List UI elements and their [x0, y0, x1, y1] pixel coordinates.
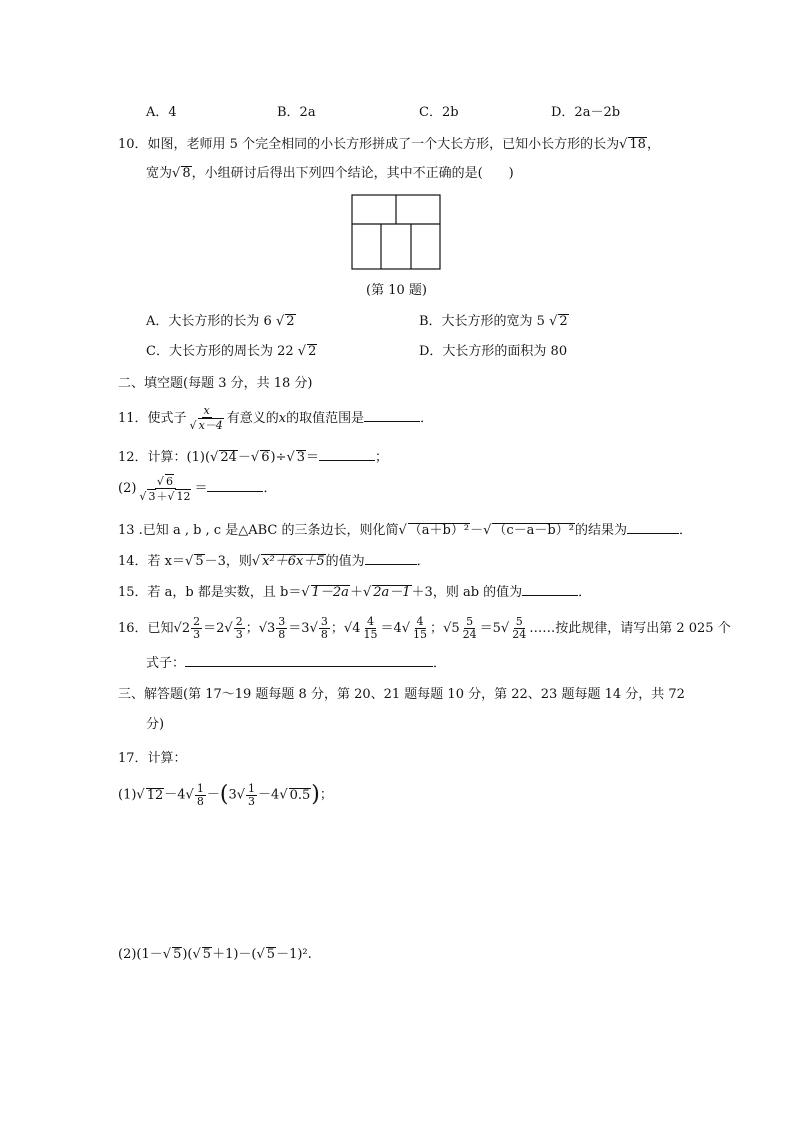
q17-part2: (2)(1－√ 5)(√ 5＋1)－(√ 5－1)². — [118, 947, 312, 962]
q11-fraction: $\frac{x}{√ x-4}$ — [189, 404, 223, 432]
q9-option-c: C．2b — [419, 105, 459, 120]
q10-number: 10． — [118, 137, 148, 152]
q13-answer-blank[interactable] — [627, 521, 679, 534]
q10-comma: ， — [646, 137, 660, 152]
q10-option-a: A．大长方形的长为 6 √ 2 — [146, 314, 295, 329]
q17-part1: (1)√ 12－4√ $\frac{1}{8}$ －(3√ $\frac{1}{3}$ －4√ 0.5)； — [118, 781, 333, 808]
q10-option-b: B．大长方形的宽为 5 √ 2 — [419, 314, 568, 329]
q12-answer-blank-2[interactable] — [207, 479, 263, 492]
q12-part2: (2) $\frac{√ 6}{√ 3+√ 12}$ ＝ ． — [118, 475, 277, 503]
q9-option-b: B．2a — [277, 105, 316, 120]
q10-option-d: D．大长方形的面积为 80 — [419, 344, 568, 359]
q16-line1: 16．已知√2 $\frac{2}{3}$ ＝2√ $\frac{2}{3}$ ；√3 $\frac{3}{8}$ ＝3√ $\frac{3}{8}$ ；√4 $\frac{4}{15}$ ＝4√ $\frac{4}{15}$ ；√5 $\frac{5}{24}$ ＝5√ $\frac{5}{24}$ ……按此规律，请写出第 2 025 个 — [118, 615, 731, 641]
q9-option-d: D．2a－2b — [551, 105, 621, 120]
q16-answer-blank[interactable] — [185, 654, 433, 667]
q16-line2: 式子： ． — [146, 656, 447, 671]
q10-text-2a: 宽为 — [146, 166, 173, 181]
q15: 15．若 a，b 都是实数，且 b＝√ 1－2a＋√ 2a－1＋3，则 ab 的值为 ． — [118, 585, 592, 600]
q10-option-c: C．大长方形的周长为 22 √ 2 — [146, 344, 317, 359]
q10-line1 — [118, 136, 660, 154]
section-3-heading-cont: 分) — [146, 717, 165, 732]
q10-radical-length: √ 18 — [619, 137, 646, 152]
q11: 11．使式子 $\frac{x}{√ x-4}$ 有意义的x的取值范围是 ． — [118, 404, 434, 432]
q16-term: √4 $\frac{4}{15}$ ＝4√ $\frac{4}{15}$ ； — [343, 615, 444, 641]
q10-line2 — [146, 165, 514, 183]
q9-option-a: A．4 — [146, 105, 177, 120]
q17-title: 17．计算： — [118, 751, 187, 766]
q12-answer-blank-1[interactable] — [319, 448, 375, 461]
q10-text-2b: ，小组研讨后得出下列四个结论，其中不正确的是( ) — [191, 166, 514, 181]
q14: 14．若 x＝√ 5－3，则√ x²＋6x＋5的值为 ． — [118, 554, 430, 569]
q15-answer-blank[interactable] — [522, 583, 578, 596]
q12-part1: 12．计算：(1)(√ 24－√ 6)÷√ 3＝ ； — [118, 450, 389, 465]
section-2-heading: 二、填空题(每题 3 分，共 18 分) — [118, 376, 313, 391]
q10-radical-width: √ 8 — [172, 166, 191, 181]
q16-term: √3 $\frac{3}{8}$ ＝3√ $\frac{3}{8}$ ； — [258, 615, 344, 641]
q11-answer-blank[interactable] — [364, 409, 420, 422]
q12-fraction: $\frac{√ 6}{√ 3+√ 12}$ — [139, 475, 191, 503]
section-3-heading: 三、解答题(第 17～19 题每题 8 分，第 20、21 题每题 10 分，第 22、23 题每题 14 分，共 72 — [118, 687, 685, 702]
q14-answer-blank[interactable] — [365, 552, 417, 565]
q16-term: √5 $\frac{5}{24}$ ＝5√ $\frac{5}{24}$ — [443, 615, 527, 641]
q10-text-1: 如图，老师用 5 个完全相同的小长方形拼成了一个大长方形，已知小长方形的长为 — [147, 137, 620, 152]
q13: 13 .已知 a , b , c 是△ABC 的三条边长，则化简√ （a＋b）²－√ （c－a－b）²的结果为 ． — [118, 523, 692, 538]
q10-caption: (第 10 题) — [366, 283, 427, 298]
q16-term: √2 $\frac{2}{3}$ ＝2√ $\frac{2}{3}$ ； — [173, 615, 259, 641]
q10-figure — [350, 193, 442, 271]
